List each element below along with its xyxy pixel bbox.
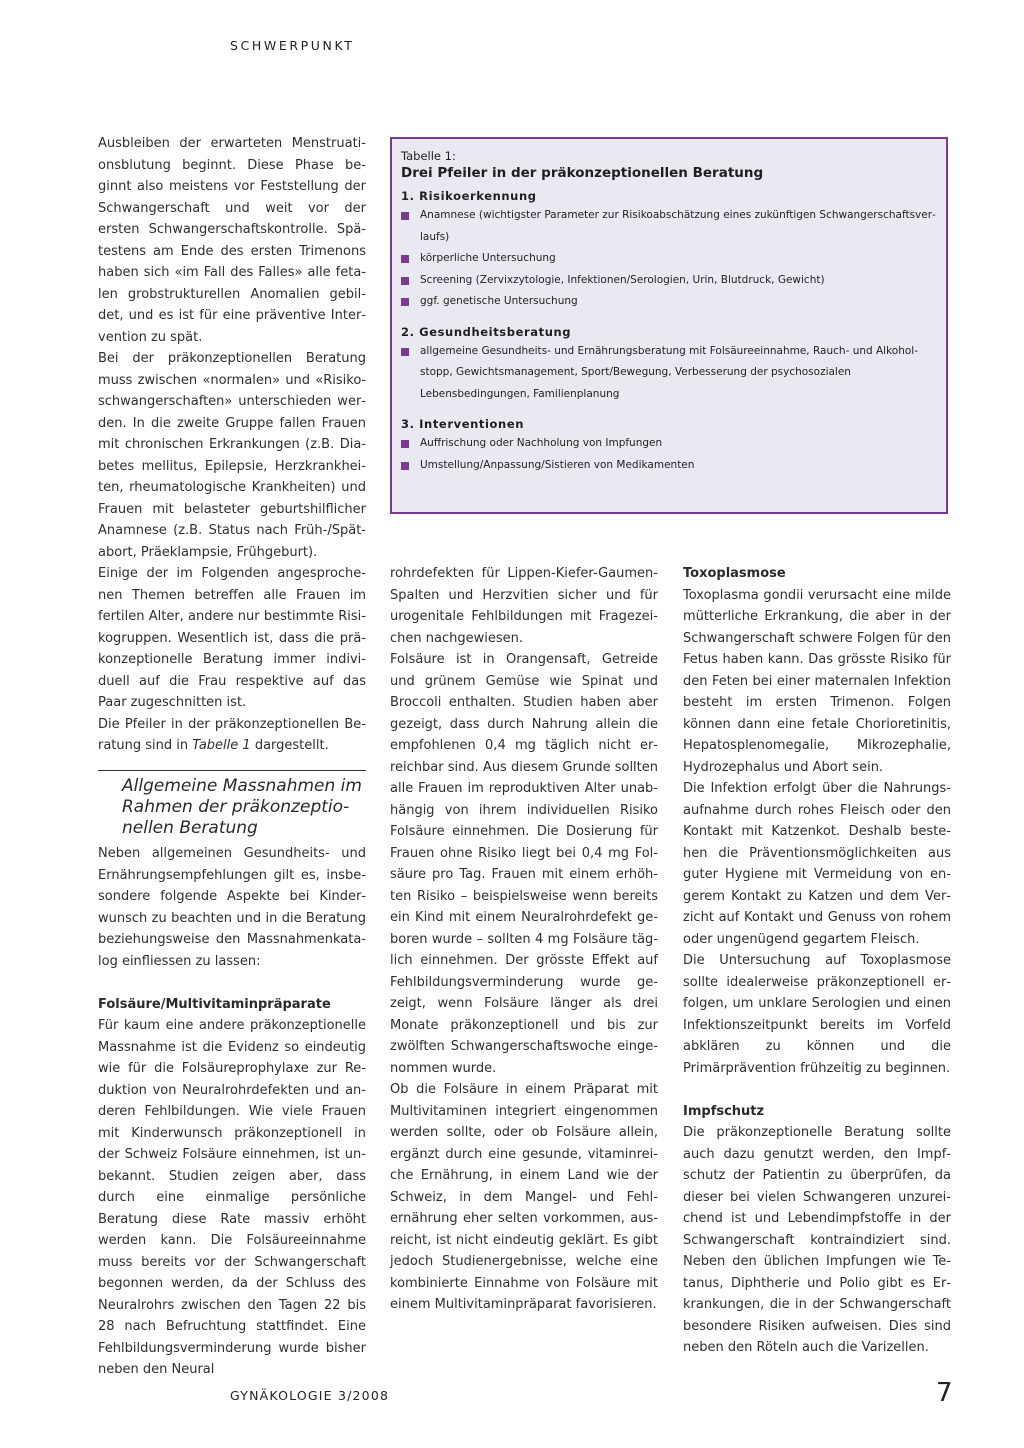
table-item-text: körperliche Untersuchung [420, 252, 556, 264]
paragraph: Neben allgemeinen Gesundheits- und Ernährungsempfehlungen gilt es, insbesondere folgende Aspekte bei Kinderwunsch zu beachten und in die Beratung beziehungsweise den Massnahmenkatalog einfliessen zu lassen: [98, 846, 366, 969]
square-bullet-icon [401, 212, 409, 220]
table-list-item [401, 248, 936, 270]
table-item-text: Anamnese (wichtigster Parameter zur Risikoabschätzung eines zukünftigen Schwangerschaftsverlaufs) [420, 209, 936, 243]
square-bullet-icon [401, 348, 409, 356]
table-list-item [401, 433, 936, 455]
table-section-heading: 2. Gesundheitsberatung [401, 324, 572, 339]
table-list-item [401, 205, 936, 248]
paragraph: Die Infektion erfolgt über die Nahrungsaufnahme durch rohes Fleisch oder den Kontakt mit Katzenkot. Deshalb bestehen die Präventionsmöglichkeiten aus guter Hygiene mit Vermeidung von engerem Kontakt zu Katzen und dem Verzicht auf Kontakt und Genuss von rohem oder ungenügend gegartem Fleisch. [683, 781, 951, 947]
subheading-folsaeure: Folsäure/Multivitaminpräparate [98, 996, 331, 1012]
paragraph-table-reference [98, 714, 366, 757]
paragraph: Bei der präkonzeptionellen Beratung muss zwischen «normalen» und «Risikoschwangerschaften» unterschieden werden. In die zweite Gruppe fallen Frauen mit chronischen Erkrankungen (z.B. Diabetes mellitus, Epilepsie, Herzkrankheiten, rheumatologische Krankheiten) und Frauen mit belasteter geburtshilflicher Anamnese (z.B. Status nach Früh-/Spätabort, Präeklampsie, Frühgeburt). [98, 351, 366, 560]
paragraph: Für kaum eine andere präkonzeptionelle Massnahme ist die Evidenz so eindeutig wie für die Folsäureprophylaxe zur Reduktion von Neuralrohrdefekten und anderen Fehlbildungen. Wie viele Frauen mit Kinderwunsch präkonzeptionell in der Schweiz Folsäure einnehmen, ist unbekannt. Studien zeigen aber, dass durch eine einmalige persönliche Beratung diese Rate massiv erhöht werden kann. Die Folsäureeinnahme muss bereits vor der Schwangerschaft begonnen werden, da der Schluss des Neuralrohrs zwischen den Tagen 22 bis 28 nach Befruchtung stattfindet. Eine Fehlbildungsverminderung wurde bisher neben den Neural [98, 1018, 366, 1377]
table-item-text: ggf. genetische Untersuchung [420, 295, 578, 307]
table-item-text: Auffrischung oder Nachholung von Impfungen [420, 437, 663, 449]
paragraph: rohrdefekten für Lippen-Kiefer-GaumenSpalten und Herzvitien sicher und für urogenitale Fehlbildungen mit Fragezeichen nachgewiesen. [390, 566, 658, 646]
table-list-item [401, 341, 936, 406]
subheading-toxoplasmose: Toxoplasmose [683, 566, 786, 581]
table-list-item [401, 291, 936, 313]
table-list-item [401, 455, 936, 477]
section-divider [98, 770, 366, 771]
table-item-text: Screening (Zervixzytologie, Infektionen/Serologien, Urin, Blutdruck, Gewicht) [420, 273, 825, 286]
square-bullet-icon [401, 440, 409, 448]
square-bullet-icon [401, 298, 409, 306]
paragraph: Einige der im Folgenden angesprochenen Themen betreffen alle Frauen im fertilen Alter, andere nur bestimmte Risikogruppen. Wesentlich ist, dass die präkonzeptionelle Beratung immer individuell auf die Frau respektive auf das Paar zugeschnitten ist. [98, 566, 366, 710]
table-label: Tabelle 1: [401, 149, 456, 163]
spacer [683, 1079, 951, 1101]
table-section-heading: 1. Risikoerkennung [401, 189, 537, 203]
square-bullet-icon [401, 462, 409, 470]
table-item-text: Umstellung/Anpassung/Sistieren von Medikamenten [420, 458, 695, 471]
column-2 [390, 563, 658, 1316]
column-1 [98, 133, 366, 757]
section-title: Allgemeine Massnahmen im Rahmen der präkonzeptionellen Beratung [122, 776, 362, 838]
subheading-impfschutz: Impfschutz [683, 1103, 765, 1119]
table-reference-link: Tabelle 1 [192, 738, 251, 753]
paragraph: Toxoplasma gondii verursacht eine milde mütterliche Erkrankung, die aber in der Schwangerschaft schwere Folgen für den Fetus haben kann. Das grösste Risiko für den Feten bei einer maternalen Infektion besteht im ersten Trimenon. Folgen können dann eine fetale Chorioretinitis, Hepatosplenomegalie, Mikrozephalie, Hydrozephalus und Abort sein. [683, 587, 951, 775]
square-bullet-icon [401, 255, 409, 263]
column-1-continued [98, 843, 366, 1381]
paragraph: Ob die Folsäure in einem Präparat mit Multivitaminen integriert eingenommen werden sollte, oder ob Folsäure allein, ergänzt durch eine gesunde, vitaminreiche Ernährung, in einem Land wie der Schweiz, in dem Mangel- und Fehl ernährung eher selten vorkommen, ausreicht, ist nicht eindeutig geklärt. Es gibt jedoch Studienergebnisse, welche eine kombinierte Einnahme von Folsäure mit einem Multivitaminpräparat favorisieren. [390, 1082, 658, 1312]
paragraph: Folsäure ist in Orangensaft, Getreide und grünem Gemüse wie Spinat und Broccoli enthalten. Studien haben aber gezeigt, dass durch Nahrung allein die empfohlenen 0,4 mg täglich nicht erreichbar sind. Aus diesem Grunde sollten alle Frauen im reproduktiven Alter unabhängig von ihrem individuellen Risiko Folsäure einnehmen. Die Dosierung für Frauen ohne Risiko liegt bei 0,4 mg Folsäure pro Tag. Frauen mit einem erhöhten Risiko – beispielsweise wenn bereits ein Kind mit einem Neuralrohrdefekt geboren wurde – sollten 4 mg Folsäure täglich einnehmen. Der grösste Effekt auf Fehlbildungsverminderung wurde gezeigt, wenn Folsäure länger als drei Monate präkonzeptionell und bis zur zwölften Schwangerschaftswoche eingenommen wurde. [390, 652, 658, 1076]
table-list-item [401, 270, 936, 292]
paragraph: Ausbleiben der erwarteten Menstruationsblutung beginnt. Diese Phase beginnt also meistens vor Feststellung der Schwangerschaft und weit vor der ersten Schwangerschaftskontrolle. Spätestens am Ende des ersten Trimenons haben sich «im Fall des Falles» alle fetalen grobstrukturellen Anomalien gebildet, und es ist für eine präventive Intervention zu spät. [98, 136, 366, 345]
table-section-heading: 3. Interventionen [401, 417, 525, 431]
journal-issue: GYNÄKOLOGIE 3/2008 [230, 1388, 390, 1403]
table-title: Drei Pfeiler in der präkonzeptionellen Beratung [401, 165, 764, 181]
page-number: 7 [936, 1378, 953, 1408]
table-1-box [390, 137, 948, 514]
paragraph-text: dargestellt. [250, 738, 329, 753]
spacer [98, 972, 366, 994]
paragraph: Die präkonzeptionelle Beratung sollte auch dazu genutzt werden, den Impfschutz der Patientin zu überprüfen, da dieser bei vielen Schwangeren unzureichend ist und Lebendimpfstoffe in der Schwangerschaft kontraindiziert sind. Neben den üblichen Impfungen wie Tetanus, Diphtherie und Polio gibt es Erkrankungen, die in der Schwangerschaft besondere Risiken aufweisen. Dies sind neben den Röteln auch die Varizellen. [683, 1125, 951, 1355]
section-header: SCHWERPUNKT [230, 38, 355, 53]
square-bullet-icon [401, 277, 409, 285]
paragraph: Die Untersuchung auf Toxoplasmose sollte idealerweise präkonzeptionell erfolgen, um unklare Serologien und einen Infektionszeitpunkt bereits im Vorfeld abklären zu können und die Primärprävention frühzeitig zu beginnen. [683, 953, 951, 1076]
table-item-text: allgemeine Gesundheits- und Ernährungsberatung mit Folsäureeinnahme, Rauch- und Alkoholstopp, Gewichtsmanagement, Sport/Bewegung, Verbesserung der psychosozialen Lebensbedingungen, Familienplanung [420, 344, 919, 400]
column-3 [683, 563, 951, 1359]
paragraph-text: Die Pfeiler in der präkonzeptionellen Beratung sind in [98, 716, 366, 753]
